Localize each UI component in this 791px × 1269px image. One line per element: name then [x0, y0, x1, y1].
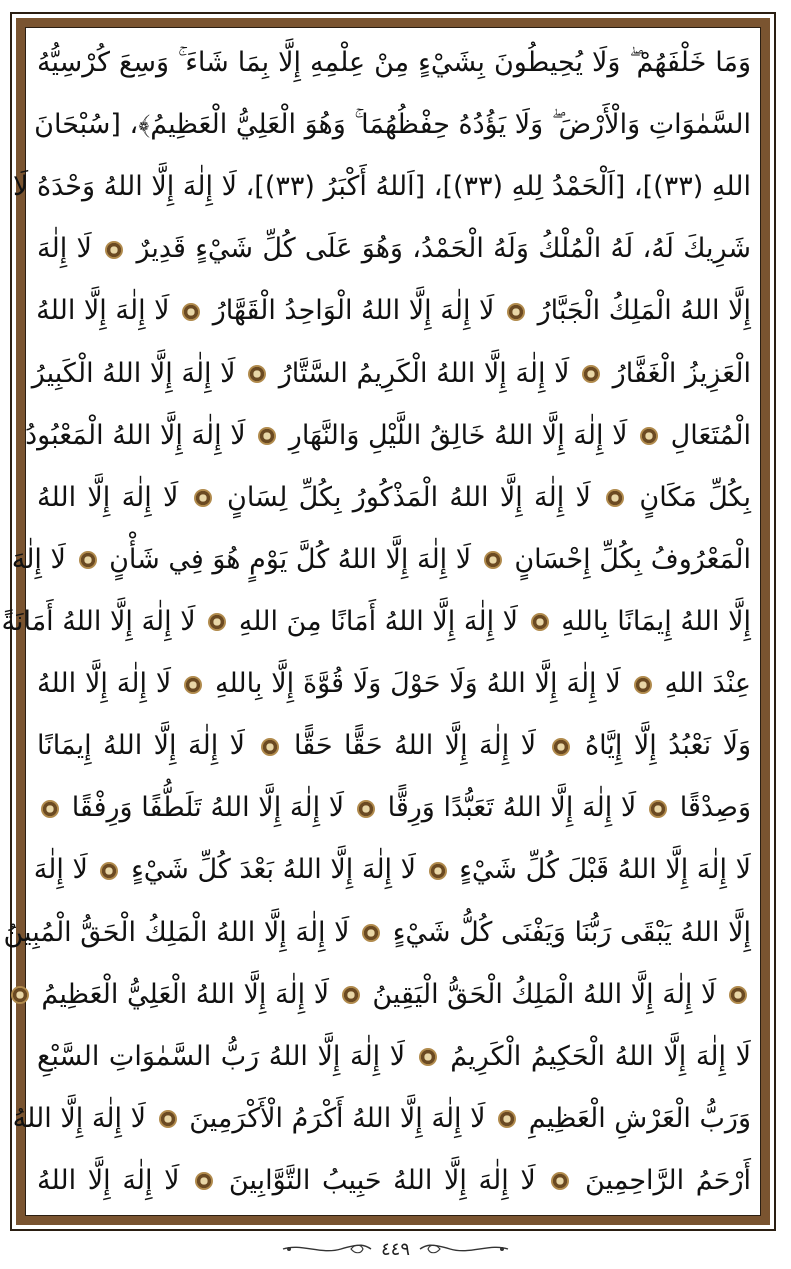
- flourish-right-icon: [418, 1241, 510, 1257]
- rosette-divider-icon: [419, 1048, 437, 1066]
- rosette-divider-icon: [105, 241, 123, 259]
- text-line-7: الْمُتَعَالِ لَا إِلٰهَ إِلَّا اللهُ خَالِقُ اللَّيْلِ وَالنَّهَارِ لَا إِلٰهَ إِلَّا اللهُ الْمَعْبُودُ: [25, 419, 751, 451]
- text-line-9: الْمَعْرُوفُ بِكُلِّ إِحْسَانٍ لَا إِلٰهَ إِلَّا اللهُ كُلَّ يَوْمٍ هُوَ فِي شَأْنٍ لَا إِلٰهَ: [11, 543, 751, 575]
- rosette-divider-icon: [498, 1110, 516, 1128]
- text-line-16: لَا إِلٰهَ إِلَّا اللهُ الْمَلِكُ الْحَقُّ الْيَقِينُ لَا إِلٰهَ إِلَّا اللهُ الْعَلِيُّ الْعَظِيمُ: [37, 971, 751, 1019]
- text-line-14: لَا إِلٰهَ إِلَّا اللهُ قَبْلَ كُلِّ شَيْءٍ لَا إِلٰهَ إِلَّا اللهُ بَعْدَ كُلِّ شَيْءٍ لَا إِلٰهَ: [33, 854, 751, 886]
- rosette-divider-icon: [649, 800, 667, 818]
- rosette-divider-icon: [182, 303, 200, 321]
- text-line-1: وَمَا خَلْفَهُمْ ۖ وَلَا يُحِيطُونَ بِشَيْءٍ مِنْ عِلْمِهِ إِلَّا بِمَا شَاءَ ۚ وَسِعَ كُرْسِيُّهُ: [37, 47, 751, 78]
- text-line-19: أَرْحَمُ الرَّاحِمِينَ لَا إِلٰهَ إِلَّا اللهُ حَبِيبُ التَّوَّابِينَ لَا إِلٰهَ إِلَّا اللهُ: [37, 1164, 751, 1196]
- text-line-5: إِلَّا اللهُ الْمَلِكُ الْجَبَّارُ لَا إِلٰهَ إِلَّا اللهُ الْوَاحِدُ الْقَهَّارُ لَا إِلٰهَ إِلَّا اللهُ: [36, 295, 751, 327]
- rosette-divider-icon: [258, 427, 276, 445]
- page-number: ٤٤٩: [380, 1238, 410, 1260]
- text-line-15: إِلَّا اللهُ يَبْقَى رَبُّنَا وَيَفْنَى كُلُّ شَيْءٍ لَا إِلٰهَ إِلَّا اللهُ الْمَلِكُ الْحَقُّ الْمُبِينُ: [3, 916, 751, 948]
- rosette-divider-icon: [507, 303, 525, 321]
- rosette-divider-icon: [640, 427, 658, 445]
- rosette-divider-icon: [484, 551, 502, 569]
- text-line-11: عِنْدَ اللهِ لَا إِلٰهَ إِلَّا اللهُ وَلَا حَوْلَ وَلَا قُوَّةَ إِلَّا بِاللهِ لَا إِلٰهَ إِلَّا اللهُ: [37, 668, 751, 700]
- rosette-divider-icon: [551, 1172, 569, 1190]
- text-line-18: وَرَبُّ الْعَرْشِ الْعَظِيمِ لَا إِلٰهَ إِلَّا اللهُ أَكْرَمُ الْأَكْرَمِينَ لَا إِلٰهَ إِلَّا اللهُ: [12, 1102, 751, 1134]
- text-line-8: بِكُلِّ مَكَانٍ لَا إِلٰهَ إِلَّا اللهُ الْمَذْكُورُ بِكُلِّ لِسَانٍ لَا إِلٰهَ إِلَّا اللهُ: [37, 481, 751, 513]
- rosette-divider-icon: [429, 862, 447, 880]
- page-body-text: [1, 33, 755, 1211]
- text-line-3: اللهِ (٣٣)]، [اَلْحَمْدُ لِلهِ (٣٣)]، [اَللهُ أَكْبَرُ (٣٣)]، لَا إِلٰهَ إِلَّا اللهُ وَحْدَهُ لَا: [12, 171, 751, 203]
- rosette-divider-icon: [184, 676, 202, 694]
- rosette-divider-icon: [729, 986, 747, 1004]
- text-line-2: السَّمٰوَاتِ وَالْأَرْضَ ۖ وَلَا يَؤُدُهُ حِفْظُهُمَا ۚ وَهُوَ الْعَلِيُّ الْعَظِيمُ﴾، [سُبْحَانَ: [34, 109, 751, 141]
- rosette-divider-icon: [248, 365, 266, 383]
- rosette-divider-icon: [159, 1110, 177, 1128]
- rosette-divider-icon: [194, 489, 212, 507]
- rosette-divider-icon: [634, 676, 652, 694]
- rosette-divider-icon: [531, 613, 549, 631]
- text-line-17: لَا إِلٰهَ إِلَّا اللهُ الْحَكِيمُ الْكَرِيمُ لَا إِلٰهَ إِلَّا اللهُ رَبُّ السَّمٰوَاتِ السَّبْعِ: [37, 1040, 751, 1072]
- text-line-13: وَصِدْقًا لَا إِلٰهَ إِلَّا اللهُ تَعَبُّدًا وَرِقًّا لَا إِلٰهَ إِلَّا اللهُ تَلَطُّفًا وَرِفْقًا: [37, 784, 751, 832]
- rosette-divider-icon: [606, 489, 624, 507]
- rosette-divider-icon: [195, 1172, 213, 1190]
- text-line-4: شَرِيكَ لَهُ، لَهُ الْمُلْكُ وَلَهُ الْحَمْدُ، وَهُوَ عَلَى كُلِّ شَيْءٍ قَدِيرٌ لَا إِلٰهَ: [37, 233, 751, 265]
- rosette-divider-icon: [11, 986, 29, 1004]
- rosette-divider-icon: [41, 800, 59, 818]
- rosette-divider-icon: [342, 986, 360, 1004]
- page-footer: [0, 1236, 791, 1262]
- text-line-10: إِلَّا اللهُ إِيمَانًا بِاللهِ لَا إِلٰهَ إِلَّا اللهُ أَمَانًا مِنَ اللهِ لَا إِلٰهَ إِلَّا اللهُ أَمَانَةً: [1, 605, 751, 637]
- text-line-6: الْعَزِيزُ الْغَفَّارُ لَا إِلٰهَ إِلَّا اللهُ الْكَرِيمُ السَّتَّارُ لَا إِلٰهَ إِلَّا اللهُ الْكَبِيرُ: [31, 357, 751, 389]
- rosette-divider-icon: [79, 551, 97, 569]
- rosette-divider-icon: [552, 738, 570, 756]
- rosette-divider-icon: [100, 862, 118, 880]
- rosette-divider-icon: [582, 365, 600, 383]
- rosette-divider-icon: [261, 738, 279, 756]
- rosette-divider-icon: [208, 613, 226, 631]
- text-line-12: وَلَا نَعْبُدُ إِلَّا إِيَّاهُ لَا إِلٰهَ إِلَّا اللهُ حَقًّا حَقًّا لَا إِلٰهَ إِلَّا اللهُ إِيمَانًا: [37, 730, 752, 762]
- rosette-divider-icon: [362, 924, 380, 942]
- rosette-divider-icon: [357, 800, 375, 818]
- flourish-left-icon: [281, 1241, 373, 1257]
